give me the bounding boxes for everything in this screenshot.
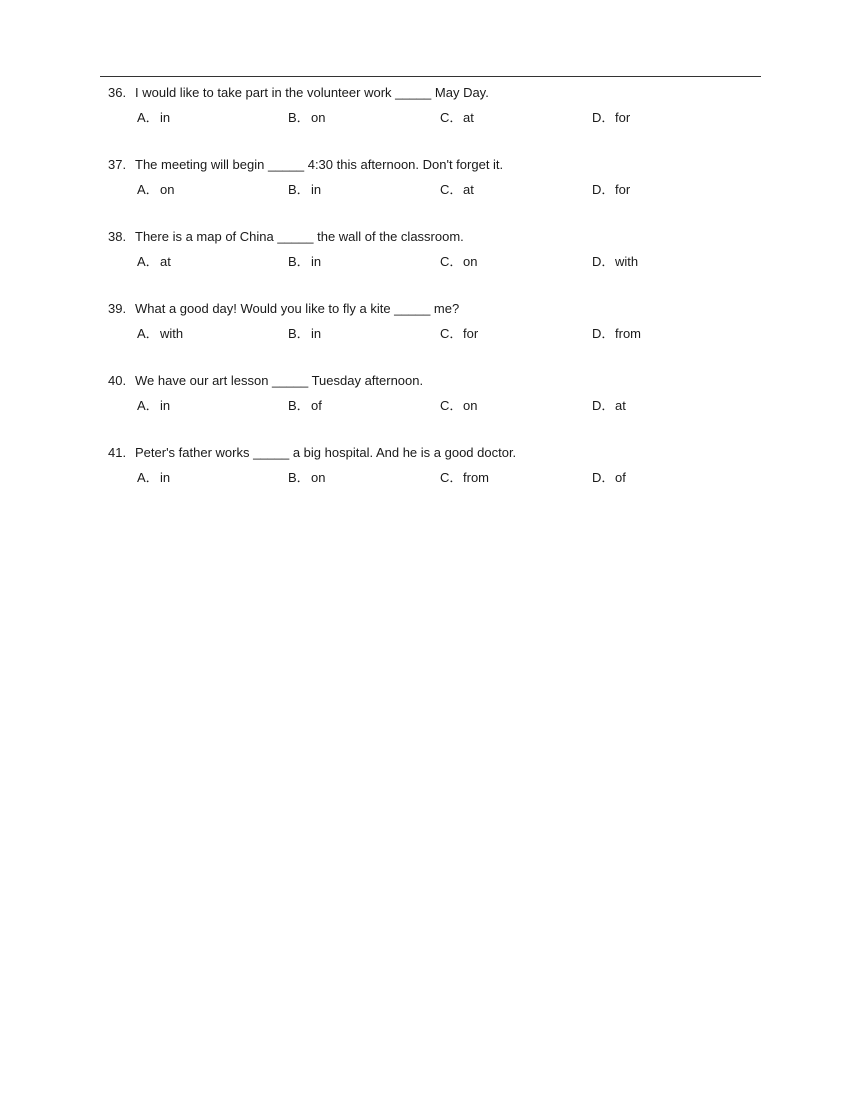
option-a[interactable] (137, 397, 170, 415)
option-text: of (615, 470, 626, 485)
option-letter: A． (137, 398, 159, 413)
option-text: at (463, 110, 474, 125)
option-letter: C． (440, 470, 463, 485)
option-letter: B． (288, 326, 310, 341)
option-letter: A． (137, 326, 159, 341)
option-text: on (463, 254, 478, 269)
option-letter: C． (440, 182, 463, 197)
question-list (108, 84, 768, 516)
option-c[interactable] (440, 181, 474, 199)
option-letter: B． (288, 398, 310, 413)
question-stem (108, 228, 768, 246)
option-letter: D． (592, 470, 615, 485)
option-text: on (311, 470, 326, 485)
question-40 (108, 372, 768, 444)
option-c[interactable] (440, 325, 478, 343)
option-letter: A． (137, 182, 159, 197)
option-text: in (311, 182, 322, 197)
question-number: 39. (108, 301, 127, 316)
options-row (108, 469, 768, 487)
option-text: in (311, 326, 322, 341)
option-letter: D． (592, 110, 615, 125)
option-b[interactable] (288, 253, 321, 271)
options-row (108, 181, 768, 199)
question-38 (108, 228, 768, 300)
question-stem (108, 444, 768, 462)
option-c[interactable] (440, 469, 489, 487)
question-stem (108, 300, 768, 318)
option-a[interactable] (137, 253, 171, 271)
option-letter: B． (288, 110, 310, 125)
option-letter: C． (440, 110, 463, 125)
options-row (108, 109, 768, 127)
option-a[interactable] (137, 325, 183, 343)
option-letter: D． (592, 254, 615, 269)
question-number: 38. (108, 229, 127, 244)
option-letter: C． (440, 326, 463, 341)
option-text: in (160, 398, 171, 413)
option-text: at (463, 182, 474, 197)
question-stem (108, 372, 768, 390)
option-text: from (463, 470, 489, 485)
option-text: in (160, 470, 171, 485)
question-text: There is a map of China _____ the wall of the classroom. (135, 229, 464, 244)
option-text: in (311, 254, 322, 269)
option-letter: D． (592, 182, 615, 197)
option-text: in (160, 110, 171, 125)
option-letter: A． (137, 254, 159, 269)
options-row (108, 325, 768, 343)
question-number: 40. (108, 373, 127, 388)
option-text: on (311, 110, 326, 125)
options-row (108, 397, 768, 415)
option-letter: B． (288, 470, 310, 485)
option-a[interactable] (137, 469, 170, 487)
option-d[interactable] (592, 181, 630, 199)
option-text: with (160, 326, 184, 341)
option-text: from (615, 326, 641, 341)
question-text: We have our art lesson _____ Tuesday afternoon. (135, 373, 424, 388)
option-letter: C． (440, 398, 463, 413)
question-stem (108, 84, 768, 102)
option-d[interactable] (592, 397, 626, 415)
option-text: on (160, 182, 175, 197)
question-stem (108, 156, 768, 174)
question-41 (108, 444, 768, 516)
option-a[interactable] (137, 181, 174, 199)
option-b[interactable] (288, 325, 321, 343)
option-letter: A． (137, 470, 159, 485)
option-letter: D． (592, 398, 615, 413)
question-text: Peter's father works _____ a big hospital. And he is a good doctor. (135, 445, 517, 460)
option-letter: A． (137, 110, 159, 125)
option-text: for (463, 326, 479, 341)
option-d[interactable] (592, 469, 626, 487)
option-b[interactable] (288, 469, 325, 487)
question-number: 41. (108, 445, 127, 460)
option-letter: B． (288, 254, 310, 269)
question-text: The meeting will begin _____ 4:30 this afternoon. Don't forget it. (135, 157, 504, 172)
option-b[interactable] (288, 181, 321, 199)
option-letter: D． (592, 326, 615, 341)
option-letter: C． (440, 254, 463, 269)
option-text: at (615, 398, 626, 413)
header-rule (100, 76, 761, 77)
option-text: for (615, 110, 631, 125)
question-39 (108, 300, 768, 372)
option-d[interactable] (592, 109, 630, 127)
option-text: of (311, 398, 322, 413)
option-d[interactable] (592, 325, 641, 343)
option-text: on (463, 398, 478, 413)
option-c[interactable] (440, 109, 474, 127)
options-row (108, 253, 768, 271)
option-b[interactable] (288, 397, 322, 415)
question-number: 37. (108, 157, 127, 172)
option-text: at (160, 254, 171, 269)
option-c[interactable] (440, 253, 477, 271)
question-37 (108, 156, 768, 228)
option-c[interactable] (440, 397, 477, 415)
question-text: What a good day! Would you like to fly a kite _____ me? (135, 301, 460, 316)
option-letter: B． (288, 182, 310, 197)
option-d[interactable] (592, 253, 638, 271)
option-text: with (615, 254, 639, 269)
question-36 (108, 84, 768, 156)
option-text: for (615, 182, 631, 197)
option-a[interactable] (137, 109, 170, 127)
option-b[interactable] (288, 109, 325, 127)
question-text: I would like to take part in the volunteer work _____ May Day. (135, 85, 489, 100)
question-number: 36. (108, 85, 127, 100)
